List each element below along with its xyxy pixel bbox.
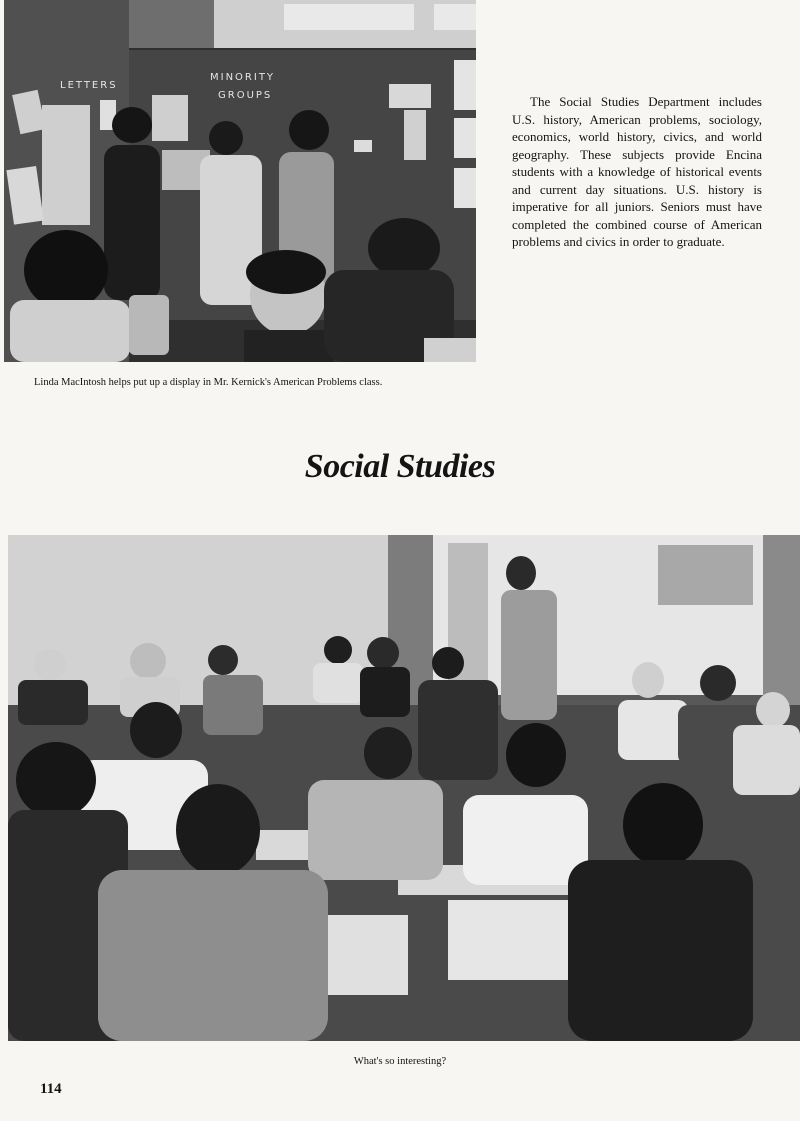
board-letters-label: LETTERS [60,80,118,91]
classroom-students-photo-image [8,535,800,1041]
classroom-display-photo [4,0,476,362]
bottom-photo-caption: What's so interesting? [353,1056,447,1067]
classroom-students-photo [8,535,800,1041]
board-title-line-1: MINORITY [210,72,276,83]
page-number: 114 [40,1081,62,1097]
department-description: The Social Studies Department includes U.S. history, American problems, sociology, economics, world history, civics, and world geography. These subjects provide Encina students with a knowledge of historical events and current day situations. U.S. history is imperative for all juniors. Seniors must have completed the combined course of American problems and civics in order to graduate. [512,94,762,249]
section-title: Social Studies [304,448,496,485]
top-photo-caption: Linda MacIntosh helps put up a display in Mr. Kernick's American Problems class. [34,377,383,388]
classroom-display-photo-image [4,0,476,362]
board-title-line-2: GROUPS [218,90,273,101]
